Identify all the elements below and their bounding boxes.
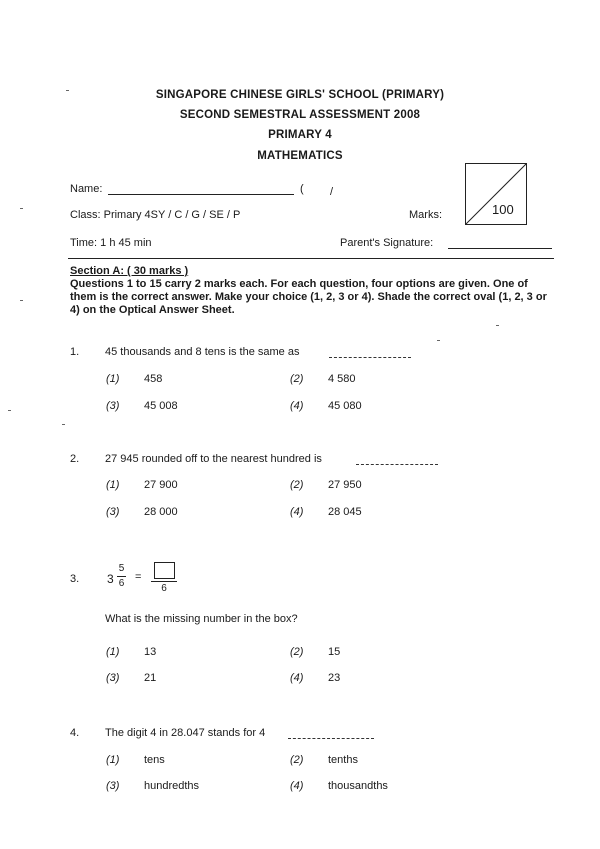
option-text: 13 bbox=[144, 646, 157, 658]
option-number: (4) bbox=[290, 400, 304, 412]
option-number: (1) bbox=[106, 754, 120, 766]
scan-speck bbox=[20, 208, 23, 209]
question-text: The digit 4 in 28.047 stands for 4 bbox=[105, 727, 266, 739]
school-name: SINGAPORE CHINESE GIRLS' SCHOOL (PRIMARY) bbox=[155, 89, 445, 101]
scan-speck bbox=[8, 410, 11, 411]
name-field[interactable] bbox=[108, 194, 294, 195]
option-text: 28 000 bbox=[144, 506, 178, 518]
option-text: 23 bbox=[328, 672, 341, 684]
section-instructions: Questions 1 to 15 carry 2 marks each. For each question, four options are given. One of them is the correct answer. Make your choice (1, 2, 3 or 4). Shade the correct oval (1, 2, 3 or 4) on the Optical Answer Sheet. bbox=[70, 278, 547, 316]
option-number: (2) bbox=[290, 646, 304, 658]
section-title: Section A: ( 30 marks ) bbox=[70, 265, 189, 277]
option-number: (1) bbox=[106, 646, 120, 658]
marks-label: Marks: bbox=[409, 209, 442, 221]
subject-title: MATHEMATICS bbox=[257, 150, 343, 162]
option-text: 27 950 bbox=[328, 479, 362, 491]
scan-speck bbox=[437, 340, 440, 341]
option-number: (1) bbox=[106, 479, 120, 491]
box-fraction-bar bbox=[151, 581, 177, 582]
answer-blank bbox=[329, 357, 411, 358]
option-text: thousandths bbox=[328, 780, 388, 792]
option-number: (1) bbox=[106, 373, 120, 385]
option-number: (4) bbox=[290, 780, 304, 792]
question-text: What is the missing number in the box? bbox=[105, 613, 298, 625]
signature-label: Parent's Signature: bbox=[340, 237, 434, 249]
missing-number-box bbox=[154, 562, 175, 579]
marks-box bbox=[465, 163, 527, 225]
scan-speck bbox=[62, 424, 65, 425]
answer-blank bbox=[356, 464, 438, 465]
scan-speck bbox=[66, 90, 69, 91]
option-number: (2) bbox=[290, 754, 304, 766]
option-text: tens bbox=[144, 754, 165, 766]
header-divider bbox=[68, 258, 554, 259]
option-text: tenths bbox=[328, 754, 358, 766]
option-text: 45 008 bbox=[144, 400, 178, 412]
marks-total: 100 bbox=[492, 202, 514, 217]
scan-speck bbox=[496, 325, 499, 326]
fraction-denominator: 6 bbox=[118, 578, 125, 589]
equals-sign: = bbox=[135, 571, 142, 583]
fraction-numerator: 5 bbox=[118, 563, 125, 574]
name-paren: ( bbox=[300, 183, 304, 195]
question-number: 1. bbox=[70, 346, 80, 358]
option-text: 27 900 bbox=[144, 479, 178, 491]
box-fraction-denominator: 6 bbox=[161, 583, 167, 594]
answer-blank bbox=[288, 738, 374, 739]
option-number: (2) bbox=[290, 479, 304, 491]
option-number: (3) bbox=[106, 672, 120, 684]
question-number: 4. bbox=[70, 727, 80, 739]
question-number: 3. bbox=[70, 573, 80, 585]
assessment-title: SECOND SEMESTRAL ASSESSMENT 2008 bbox=[179, 109, 421, 121]
option-text: 45 080 bbox=[328, 400, 362, 412]
name-label: Name: bbox=[70, 183, 103, 195]
time-label: Time: 1 h 45 min bbox=[70, 237, 152, 249]
name-slash: / bbox=[330, 186, 334, 198]
signature-field[interactable] bbox=[448, 248, 552, 249]
option-number: (3) bbox=[106, 506, 120, 518]
question-text: 45 thousands and 8 tens is the same as bbox=[105, 346, 300, 358]
mixed-number-whole: 3 bbox=[107, 572, 114, 586]
level-title: PRIMARY 4 bbox=[268, 129, 332, 141]
question-text: 27 945 rounded off to the nearest hundred is bbox=[105, 453, 322, 465]
option-number: (4) bbox=[290, 672, 304, 684]
scan-speck bbox=[20, 300, 23, 301]
option-text: 4 580 bbox=[328, 373, 356, 385]
option-text: 28 045 bbox=[328, 506, 362, 518]
option-text: hundredths bbox=[144, 780, 200, 792]
option-number: (2) bbox=[290, 373, 304, 385]
option-number: (3) bbox=[106, 780, 120, 792]
option-text: 21 bbox=[144, 672, 157, 684]
question-number: 2. bbox=[70, 453, 80, 465]
option-number: (3) bbox=[106, 400, 120, 412]
class-label: Class: Primary 4SY / C / G / SE / P bbox=[70, 209, 241, 221]
option-number: (4) bbox=[290, 506, 304, 518]
option-text: 15 bbox=[328, 646, 341, 658]
fraction-bar bbox=[117, 576, 126, 577]
option-text: 458 bbox=[144, 373, 163, 385]
